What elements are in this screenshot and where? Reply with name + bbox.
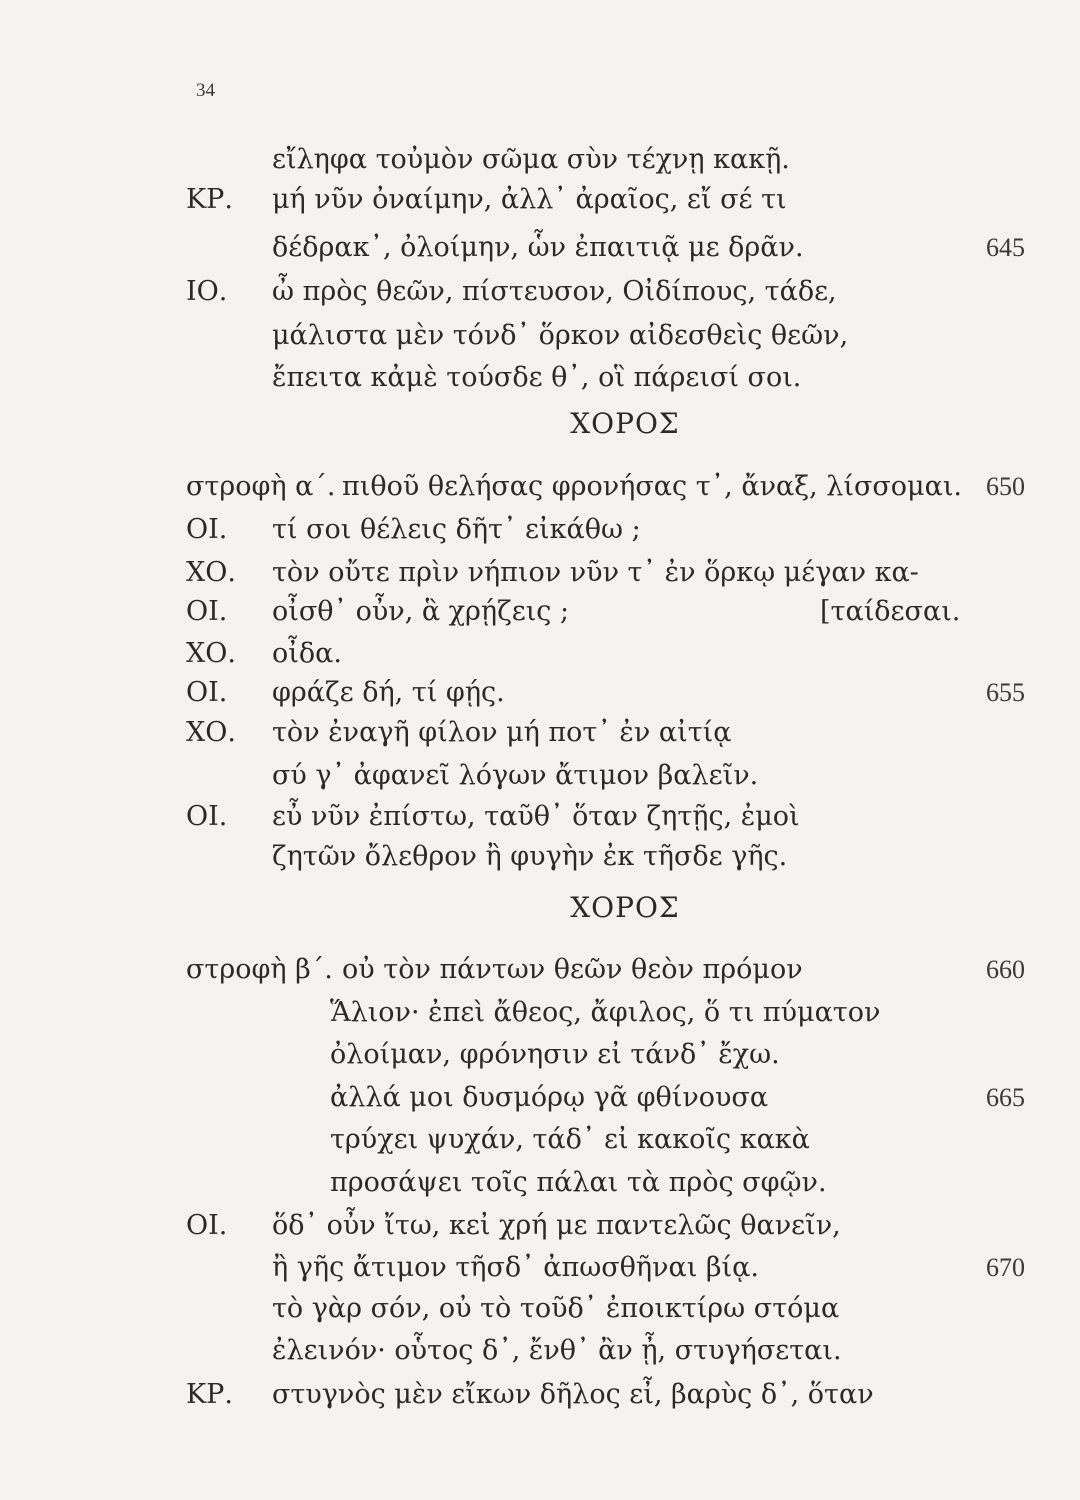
verse-text: ζητῶν ὄλεθρον ἢ φυγὴν ἐκ τῆσδε γῆς.: [272, 841, 788, 872]
verse-text: οἶσθ᾽ οὖν, ἃ χρῄζεις ;: [272, 596, 570, 627]
speaker-label: ΧΟ.: [186, 557, 236, 588]
verse-text: προσάψει τοῖς πάλαι τὰ πρὸς σφῷν.: [330, 1167, 827, 1198]
speaker-label: ΚΡ.: [186, 184, 233, 215]
speaker-label: ΟΙ.: [186, 596, 228, 627]
verse-text: οὐ τὸν πάντων θεῶν θεὸν πρόμον: [342, 954, 803, 985]
verse-text: ὀλοίμαν, φρόνησιν εἰ τάνδ᾽ ἔχω.: [330, 1039, 780, 1070]
verse-text: στυγνὸς μὲν εἴκων δῆλος εἶ, βαρὺς δ᾽, ὅταν: [272, 1379, 874, 1410]
verse-line: [0, 316, 1080, 356]
verse-line: [0, 1375, 1080, 1415]
verse-text: μάλιστα μὲν τόνδ᾽ ὅρκον αἰδεσθεὶς θεῶν,: [272, 320, 849, 351]
verse-line: [0, 467, 1080, 507]
verse-line: [0, 950, 1080, 990]
verse-text: ἢ γῆς ἄτιμον τῆσδ᾽ ἀπωσθῆναι βίᾳ.: [272, 1252, 759, 1283]
verse-line: [0, 1163, 1080, 1203]
chorus-heading: ΧΟΡΟΣ: [570, 891, 680, 924]
verse-line: [0, 1206, 1080, 1246]
speaker-label: ΚΡ.: [186, 1379, 233, 1410]
line-number: 655: [986, 678, 1025, 707]
verse-text: φράζε δή, τί φῄς.: [272, 677, 505, 708]
verse-text: Ἅλιον· ἐπεὶ ἄθεος, ἄφιλος, ὅ τι πύματον: [330, 997, 881, 1028]
speaker-label: ΟΙ.: [186, 801, 228, 832]
verse-line: [0, 1120, 1080, 1160]
verse-text: ἀλλά μοι δυσμόρῳ γᾶ φθίνουσα: [330, 1082, 769, 1113]
speaker-label: ΟΙ.: [186, 677, 228, 708]
verse-line: [0, 272, 1080, 312]
verse-line: [0, 358, 1080, 398]
line-number: 670: [986, 1253, 1025, 1282]
verse-line: [0, 756, 1080, 796]
verse-line: [0, 140, 1080, 180]
verse-text: πιθοῦ θελήσας φρονήσας τ᾽, ἄναξ, λίσσομαι.: [342, 471, 963, 502]
line-number: 645: [986, 233, 1025, 262]
line-number: 650: [986, 472, 1025, 501]
verse-line: [0, 1035, 1080, 1075]
verse-line: [0, 1289, 1080, 1329]
verse-line: [0, 1331, 1080, 1371]
verse-text: ὅδ᾽ οὖν ἴτω, κεἰ χρή με παντελῶς θανεῖν,: [272, 1210, 841, 1241]
verse-text: τὸν οὔτε πρὶν νήπιον νῦν τ᾽ ἐν ὅρκῳ μέγαν κα-: [272, 557, 919, 588]
verse-line: [0, 180, 1080, 220]
verse-text: τί σοι θέλεις δῆτ᾽ εἰκάθω ;: [272, 514, 641, 545]
verse-text: εὖ νῦν ἐπίστω, ταῦθ᾽ ὅταν ζητῇς, ἐμοὶ: [272, 801, 800, 832]
verse-line: [0, 553, 1080, 593]
verse-line: [0, 1078, 1080, 1118]
verse-text: εἴληφα τοὐμὸν σῶμα σὺν τέχνῃ κακῇ.: [272, 144, 790, 175]
verse-text: τρύχει ψυχάν, τάδ᾽ εἰ κακοῖς κακὰ: [330, 1124, 810, 1155]
verse-text: τὸ γὰρ σόν, οὐ τὸ τοῦδ᾽ ἐποικτίρω στόμα: [272, 1293, 840, 1324]
speaker-label: ΧΟ.: [186, 717, 236, 748]
verse-line: [0, 837, 1080, 877]
verse-line: [0, 510, 1080, 550]
verse-line: [0, 673, 1080, 713]
verse-line: [0, 797, 1080, 837]
line-number: 665: [986, 1083, 1025, 1112]
verse-text: μή νῦν ὀναίμην, ἀλλ᾽ ἀραῖος, εἴ σέ τι: [272, 184, 787, 215]
verse-line: [0, 713, 1080, 753]
verse-line: [0, 592, 1080, 632]
verse-text: σύ γ᾽ ἀφανεῖ λόγων ἄτιμον βαλεῖν.: [272, 760, 759, 791]
verse-text: τὸν ἐναγῆ φίλον μή ποτ᾽ ἐν αἰτίᾳ: [272, 717, 732, 748]
strophe-label: στροφὴ β΄.: [186, 954, 333, 985]
chorus-heading: ΧΟΡΟΣ: [570, 407, 680, 440]
verse-text: ἔπειτα κἀμὲ τούσδε θ᾽, οἳ πάρεισί σοι.: [272, 362, 802, 393]
verse-text: ὦ πρὸς θεῶν, πίστευσον, Οἰδίπους, τάδε,: [272, 276, 837, 307]
verse-line: [0, 1248, 1080, 1288]
verse-text: οἶδα.: [272, 638, 342, 669]
verse-line: [0, 228, 1080, 268]
verse-line: [0, 993, 1080, 1033]
speaker-label: ΟΙ.: [186, 1210, 228, 1241]
verse-text: δέδρακ᾽, ὀλοίμην, ὧν ἐπαιτιᾷ με δρᾶν.: [272, 232, 804, 263]
strophe-label: στροφὴ α΄.: [186, 471, 336, 502]
continuation-text: [ταίδεσαι.: [820, 596, 961, 627]
speaker-label: ΟΙ.: [186, 514, 228, 545]
speaker-label: ΧΟ.: [186, 638, 236, 669]
line-number: 660: [986, 955, 1025, 984]
speaker-label: ΙΟ.: [186, 276, 228, 307]
verse-line: [0, 634, 1080, 674]
page-number: 34: [196, 80, 215, 101]
verse-text: ἐλεινόν· οὗτος δ᾽, ἔνθ᾽ ἂν ᾖ, στυγήσεται.: [272, 1335, 842, 1366]
